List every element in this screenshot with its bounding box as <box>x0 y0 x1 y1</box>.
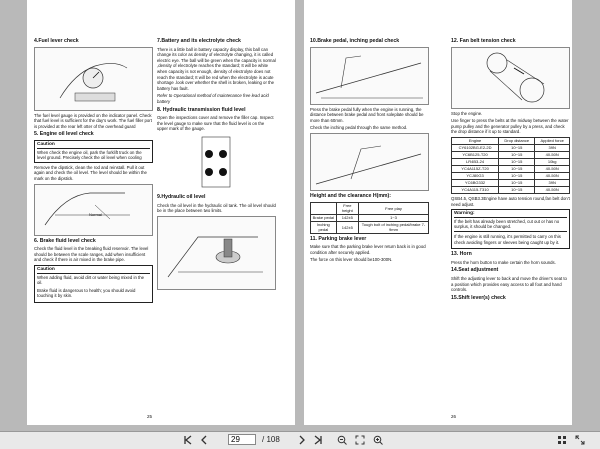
battery-note: Refer to Operational method of maintenance free lead acid battery <box>157 93 269 104</box>
table-row <box>452 179 570 186</box>
table-row <box>452 144 570 151</box>
table-cell: Brake pedal <box>311 214 337 221</box>
page-number-input[interactable] <box>228 434 256 445</box>
clearance-header: Free height <box>336 202 358 214</box>
warning-text-2: If the engine is still running, it's permitted to carry on this check avoiding fingers or sleeves being caught up by it. <box>454 233 561 245</box>
fan-belt-figure <box>451 47 570 109</box>
table-cell: 40-50N <box>535 165 570 172</box>
brake-pedal-title: 10.Brake pedal, inching pedal check <box>310 38 400 44</box>
hydraulic-trans-title: 8. Hydraulic transmission fluid level <box>157 106 246 113</box>
viewer-toolbar <box>0 431 600 449</box>
left-col-1 <box>34 36 153 305</box>
seat-title: 14.Seat adjustment <box>451 267 499 274</box>
table-cell: YCJ80G3 <box>452 172 499 179</box>
fan-belt-header: Drop distance <box>499 137 535 144</box>
table-cell: 39N <box>535 179 570 186</box>
fan-belt-table <box>451 137 570 194</box>
table-row <box>452 165 570 172</box>
fan-belt-header: Applied force <box>535 137 570 144</box>
brake-pedal-figure <box>310 47 429 105</box>
fan-belt-title: 12. Fan belt tension check <box>451 38 516 44</box>
table-row <box>452 158 570 165</box>
left-col-2 <box>157 36 276 292</box>
table-cell: 1~3 <box>358 214 428 221</box>
table-row <box>452 151 570 158</box>
battery-text: There is a little ball in battery capacity display, this ball can change its color as density of electrolyte changing, it is called electric eye. The ball will be green when the capacity is normal ,density of electrolyte reaches the standard; It will be white when capacity is not enough, density of electrolyte does not reach the standard; It will be red when the electrolyte is acute shortage .look over whether the shell is broken, leaking or the battery has fault. <box>157 46 276 91</box>
table-cell: 10~15 <box>499 151 535 158</box>
fan-belt-header: Engine <box>452 137 499 144</box>
fan-belt-text-1: Stop the engine. <box>451 110 483 116</box>
table-cell: LR4B3-24 <box>452 158 499 165</box>
first-page-button[interactable] <box>182 435 194 446</box>
dipstick-normal-label: Normal <box>89 211 102 217</box>
fan-belt-warning <box>451 209 570 249</box>
hydraulic-trans-text: Open the inspections cover and remove the filler cap. Inspect the level gauge to make sure that the fluid level is on the upper mark of the gauge. <box>157 115 274 132</box>
clearance-header: Free play <box>358 202 428 214</box>
caution-title: Caution <box>37 267 150 274</box>
parking-text: Make sure that the parking brake lever return back is in good condition after securely applied. <box>310 244 426 255</box>
table-cell: 39N <box>535 144 570 151</box>
next-page-icon <box>297 435 307 445</box>
brake-fluid-text: Check the fluid level in the breaking fluid reservoir. The level should be between the scale ranges, add when insufficient and check if there is air mixed in the brake pipe. <box>34 246 149 263</box>
right-page-number: 26 <box>451 414 457 419</box>
table-cell: 10~15 <box>499 186 535 193</box>
table-row <box>311 221 429 233</box>
table-cell: YC4A115-T310 <box>452 186 499 193</box>
table-cell: YC6BG332 <box>452 179 499 186</box>
zoom-out-icon <box>337 435 347 445</box>
last-page-button[interactable] <box>312 435 324 446</box>
hydraulic-oil-title: 9.Hydraulic oil level <box>157 193 206 200</box>
table-cell: 10~15 <box>499 144 535 151</box>
table-cell: 10~15 <box>499 165 535 172</box>
right-page <box>304 0 572 425</box>
first-page-icon <box>183 435 193 445</box>
warning-title: Warning: <box>454 211 567 218</box>
clearance-title: Height and the clearance H(mm): <box>310 192 391 199</box>
table-cell: 142±5 <box>336 214 358 221</box>
parking-title: 11. Parking brake lever <box>310 235 367 242</box>
table-cell: 10kg <box>535 158 570 165</box>
brake-pedal-text-2: Check the inching pedal through the same method. <box>310 125 408 131</box>
table-cell: YC6B125-T20 <box>452 151 499 158</box>
parking-force: The force on this lever should be100-300N. <box>310 257 393 263</box>
table-cell: 40-50N <box>535 172 570 179</box>
caution-text-2: Brake fluid is dangerous to health; you should avoid touching it by skin. <box>37 287 136 299</box>
table-row <box>452 172 570 179</box>
dipstick-figure <box>34 184 153 236</box>
caution-title: Caution <box>37 142 150 149</box>
engine-oil-title: 5. Engine oil level check <box>34 131 94 138</box>
left-page-number: 25 <box>147 414 153 419</box>
last-page-icon <box>313 435 323 445</box>
table-cell: 40-50N <box>535 186 570 193</box>
engine-oil-text: Remove the dipstick, clean the rod and reinstall. Pull it out again and check the oil level. The level should be within the mark on the dipstick. <box>34 164 147 181</box>
grid-view-button[interactable] <box>556 435 568 446</box>
table-row <box>311 214 429 221</box>
engine-oil-caution <box>34 140 153 163</box>
fan-belt-text-2: Use finger to press the belts at the midway between the water pump pulley and the generator pulley by a press, and check the drop distance if it up to standard. <box>451 118 569 135</box>
table-cell: 40-50N <box>535 151 570 158</box>
caution-text: When check the engine oil, park the forklift truck on the level ground. Precisely check the oil level when cooling <box>37 149 142 161</box>
zoom-out-button[interactable] <box>336 435 348 446</box>
left-page <box>27 0 295 425</box>
horn-text: Press the horn button to make certain the horn sounds. <box>451 259 556 265</box>
table-cell: 10~15 <box>499 172 535 179</box>
fuel-title: 4.Fuel lever check <box>34 38 79 44</box>
hydraulic-tank-figure <box>157 216 276 290</box>
table-cell: YC4A115Z-T20 <box>452 165 499 172</box>
right-col-1 <box>310 36 429 265</box>
clearance-table <box>310 202 429 234</box>
hydraulic-oil-text: Check the oil level in the hydraulic oil tank. The oil level should be in the place between two limits. <box>157 202 276 214</box>
table-cell: 10~15 <box>499 179 535 186</box>
horn-title: 13. Horn <box>451 251 472 258</box>
brake-fluid-title: 6. Brake fluid level check <box>34 237 96 244</box>
fuel-figure <box>34 47 153 111</box>
fan-belt-note: QSB4.5, QSB3.3Engine have auto tension round,fan belt don't need adjust. <box>451 195 570 207</box>
battery-title: 7.Battery and its electrolyte check <box>157 38 241 44</box>
fuel-text: The fuel level gauge is provided on the indicator panel. Check that fuel level is sufficient for the day's work. The fuel filler port is provided at the rear left otter of the overhead guard <box>34 112 152 129</box>
caution-text-1: When adding fluid, avoid dirt or water being mixed in the oil. <box>37 274 145 286</box>
table-row <box>452 186 570 193</box>
inching-pedal-figure <box>310 133 429 191</box>
right-col-2 <box>451 36 570 303</box>
expand-button[interactable] <box>574 435 586 446</box>
shift-title: 15.Shift lever(s) check <box>451 294 506 301</box>
prev-page-icon <box>199 435 209 445</box>
prev-page-button[interactable] <box>198 435 210 446</box>
expand-icon <box>575 435 585 445</box>
brake-fluid-caution <box>34 265 153 303</box>
brake-pedal-text-1: Press the brake pedal fully when the engine is running, the distance between brake pedal and front soleplate should be more than 60mm. <box>310 106 424 123</box>
zoom-in-button[interactable] <box>372 435 384 446</box>
table-cell: 10~15 <box>499 158 535 165</box>
next-page-button[interactable] <box>296 435 308 446</box>
table-cell: 142±5 <box>336 221 358 233</box>
grid-icon <box>557 435 567 445</box>
warning-text-1: If the belt has already been stretched, cut out or has no surplus, it should be changed. <box>454 219 567 232</box>
fullscreen-icon <box>355 435 365 445</box>
fullscreen-button[interactable] <box>354 435 366 446</box>
gauge-figure <box>157 134 276 192</box>
zoom-in-icon <box>373 435 383 445</box>
table-cell: Inching pedal <box>311 221 337 233</box>
table-cell: Tough bolt of inching pedal/brake 7-9mm <box>358 221 428 233</box>
clearance-header <box>311 202 337 214</box>
table-cell: CY6102BG-E2-2D <box>452 144 499 151</box>
page-total: / 108 <box>262 435 280 444</box>
seat-text: Shift the adjusting lever to back and move the driver's seat to a position which provides easy access to all foot and hand controls. <box>451 275 567 293</box>
